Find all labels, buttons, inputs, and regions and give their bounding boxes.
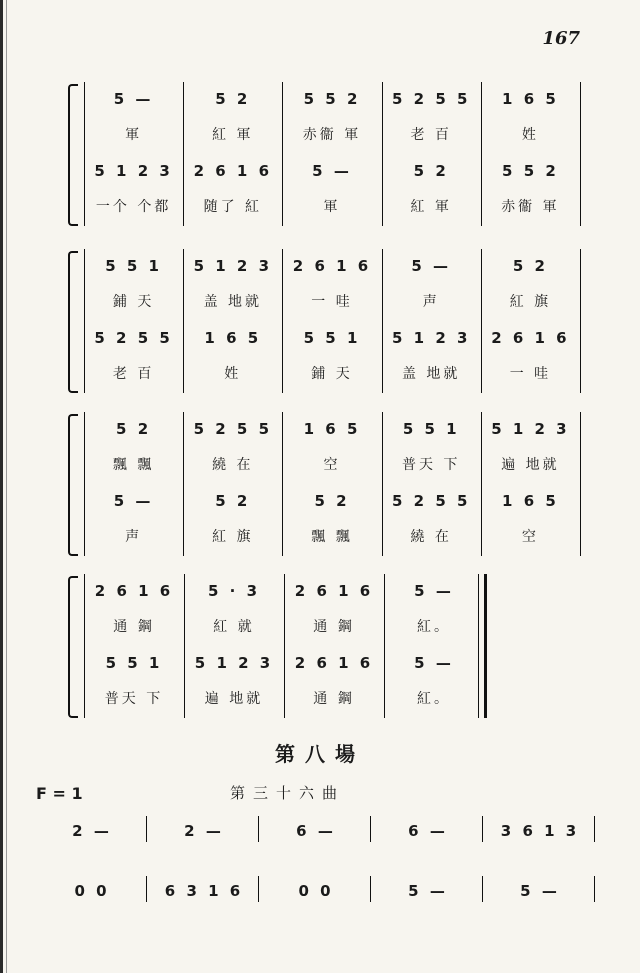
barline (258, 876, 259, 902)
measure-notes: 6 — (296, 822, 336, 840)
final-barline (580, 249, 581, 393)
key-signature: F = 1 (36, 784, 83, 803)
measure-notes: 1 6 5 (502, 492, 559, 510)
measure-notes: 2 — (72, 822, 112, 840)
measure-lyrics: 紅 軍 (212, 127, 254, 143)
barline (183, 249, 184, 393)
barline (482, 816, 483, 842)
barline (84, 574, 85, 718)
measure-lyrics: 普天 下 (104, 691, 164, 707)
measure-notes: 5 — (408, 882, 448, 900)
measure-lyrics: 軍 (125, 127, 143, 143)
measure-lyrics: 盖 地就 (203, 294, 263, 310)
measure-notes: 6 3 1 6 (164, 882, 244, 900)
barline (594, 876, 595, 902)
barline (84, 412, 85, 556)
measure-notes: 5 — (520, 882, 560, 900)
final-barline (580, 412, 581, 556)
barline (382, 82, 383, 226)
notation-row (36, 810, 596, 840)
barline (384, 574, 385, 718)
measure-lyrics: 紅 就 (213, 619, 255, 635)
lyrics-row (84, 444, 580, 474)
measure-lyrics: 紅。 (417, 691, 451, 707)
measure-lyrics: 遍 地就 (501, 457, 560, 473)
measure-notes: 5 5 2 (502, 162, 559, 180)
barline (282, 412, 283, 556)
measure-lyrics: 紅 軍 (410, 199, 452, 215)
notation-row (84, 245, 580, 275)
barline (594, 816, 595, 842)
measure-notes: 1 6 5 (502, 90, 559, 108)
barline (146, 876, 147, 902)
measure-lyrics: 鋪 天 (112, 294, 155, 310)
measure-lyrics: 姓 (521, 127, 539, 143)
notation-row (84, 317, 580, 347)
measure-notes: 5 1 2 3 (194, 654, 274, 672)
measure-lyrics: 紅。 (417, 619, 451, 635)
measure-lyrics: 通 鋼 (313, 619, 355, 635)
measure-lyrics: 赤衞 軍 (501, 199, 560, 215)
measure-notes: 5 — (411, 257, 452, 275)
system-bracket (68, 251, 78, 393)
barline (84, 249, 85, 393)
measure-notes: 5 5 2 (303, 90, 361, 108)
system-bracket (68, 576, 78, 718)
barline (183, 412, 184, 556)
page-binding-shadow (6, 0, 7, 973)
barline (184, 574, 185, 718)
final-barline (580, 82, 581, 226)
measure-notes: 5 1 2 3 (491, 420, 570, 438)
barline (481, 249, 482, 393)
measure-notes: 5 2 5 5 (94, 329, 173, 347)
measure-lyrics: 一 哇 (311, 294, 353, 310)
barline (482, 876, 483, 902)
measure-notes: 5 1 2 3 (193, 257, 273, 275)
final-barline (484, 574, 487, 718)
barline (284, 574, 285, 718)
page-binding-edge (0, 0, 3, 973)
lyrics-row (84, 186, 580, 216)
barline (481, 82, 482, 226)
measure-lyrics: 一个 个都 (95, 199, 172, 215)
measure-notes: 2 6 1 6 (294, 582, 374, 600)
measure-lyrics: 一 哇 (509, 366, 552, 382)
measure-notes: 5 5 1 (402, 420, 460, 438)
measure-notes: 5 2 5 5 (392, 492, 471, 510)
measure-lyrics: 通 鋼 (113, 619, 155, 635)
measure-notes: 5 2 5 5 (193, 420, 273, 438)
barline (481, 412, 482, 556)
measure-notes: 5 · 3 (207, 582, 261, 600)
measure-lyrics: 通 鋼 (313, 691, 355, 707)
measure-notes: 5 2 (314, 492, 350, 510)
lyrics-row (84, 516, 580, 546)
measure-notes: 0 0 (74, 882, 110, 900)
measure-lyrics: 軍 (323, 199, 341, 215)
measure-notes: 5 1 2 3 (392, 329, 471, 347)
barline (183, 82, 184, 226)
lyrics-row (84, 353, 580, 383)
measure-notes: 5 1 2 3 (94, 162, 173, 180)
notation-row (84, 150, 580, 180)
measure-lyrics: 盖 地就 (401, 366, 461, 382)
measure-notes: 5 — (414, 582, 454, 600)
measure-notes: 5 2 (215, 492, 251, 510)
measure-notes: 5 5 1 (105, 257, 162, 275)
section-title: 第八場 (275, 742, 365, 766)
measure-notes: 5 2 5 5 (392, 90, 471, 108)
measure-notes: 5 5 1 (303, 329, 361, 347)
measure-notes: 5 — (113, 90, 154, 108)
measure-lyrics: 赤衞 軍 (302, 127, 362, 143)
measure-lyrics: 普天 下 (401, 457, 461, 473)
measure-lyrics: 飄 飄 (112, 457, 155, 473)
barline (84, 82, 85, 226)
measure-notes: 5 — (113, 492, 154, 510)
measure-notes: 3 6 1 3 (500, 822, 580, 840)
barline (382, 249, 383, 393)
notation-row (36, 870, 596, 900)
measure-lyrics: 老 百 (112, 366, 155, 382)
measure-notes: 5 — (414, 654, 454, 672)
measure-notes: 1 6 5 (303, 420, 361, 438)
measure-notes: 2 6 1 6 (193, 162, 273, 180)
notation-row (84, 408, 580, 438)
measure-lyrics: 声 (125, 529, 143, 545)
lyrics-row (84, 114, 580, 144)
measure-notes: 2 6 1 6 (94, 582, 174, 600)
measure-notes: 6 — (408, 822, 448, 840)
measure-notes: 2 — (184, 822, 224, 840)
system-bracket (68, 414, 78, 556)
barline (370, 876, 371, 902)
measure-lyrics: 姓 (224, 366, 242, 382)
measure-lyrics: 鋪 天 (311, 366, 353, 382)
measure-lyrics: 空 (323, 457, 341, 473)
measure-lyrics: 繞 在 (212, 457, 254, 473)
barline (146, 816, 147, 842)
page-number: 167 (542, 28, 580, 49)
measure-notes: 2 6 1 6 (294, 654, 374, 672)
measure-notes: 2 6 1 6 (491, 329, 570, 347)
barline (370, 816, 371, 842)
measure-lyrics: 老 百 (410, 127, 452, 143)
measure-notes: 1 6 5 (204, 329, 262, 347)
measure-notes: 5 — (312, 162, 352, 180)
measure-notes: 0 0 (298, 882, 334, 900)
barline (382, 412, 383, 556)
measure-lyrics: 空 (521, 529, 539, 545)
system-bracket (68, 84, 78, 226)
barline (258, 816, 259, 842)
tune-title: 第三十六曲 (230, 784, 346, 802)
measure-lyrics: 紅 旗 (212, 529, 254, 545)
notation-row (84, 480, 580, 510)
measure-notes: 5 2 (215, 90, 251, 108)
measure-lyrics: 紅 旗 (509, 294, 552, 310)
measure-lyrics: 繞 在 (410, 529, 452, 545)
measure-lyrics: 遍 地就 (204, 691, 264, 707)
barline (282, 82, 283, 226)
measure-notes: 2 6 1 6 (292, 257, 372, 275)
barline (282, 249, 283, 393)
notation-row (84, 78, 580, 108)
measure-notes: 5 2 (512, 257, 548, 275)
measure-notes: 5 5 1 (105, 654, 163, 672)
measure-lyrics: 飄 飄 (311, 529, 353, 545)
measure-lyrics: 声 (422, 294, 440, 310)
measure-lyrics: 随了 紅 (203, 199, 263, 215)
measure-notes: 5 2 (116, 420, 152, 438)
lyrics-row (84, 281, 580, 311)
double-barline (478, 574, 479, 718)
measure-notes: 5 2 (413, 162, 449, 180)
